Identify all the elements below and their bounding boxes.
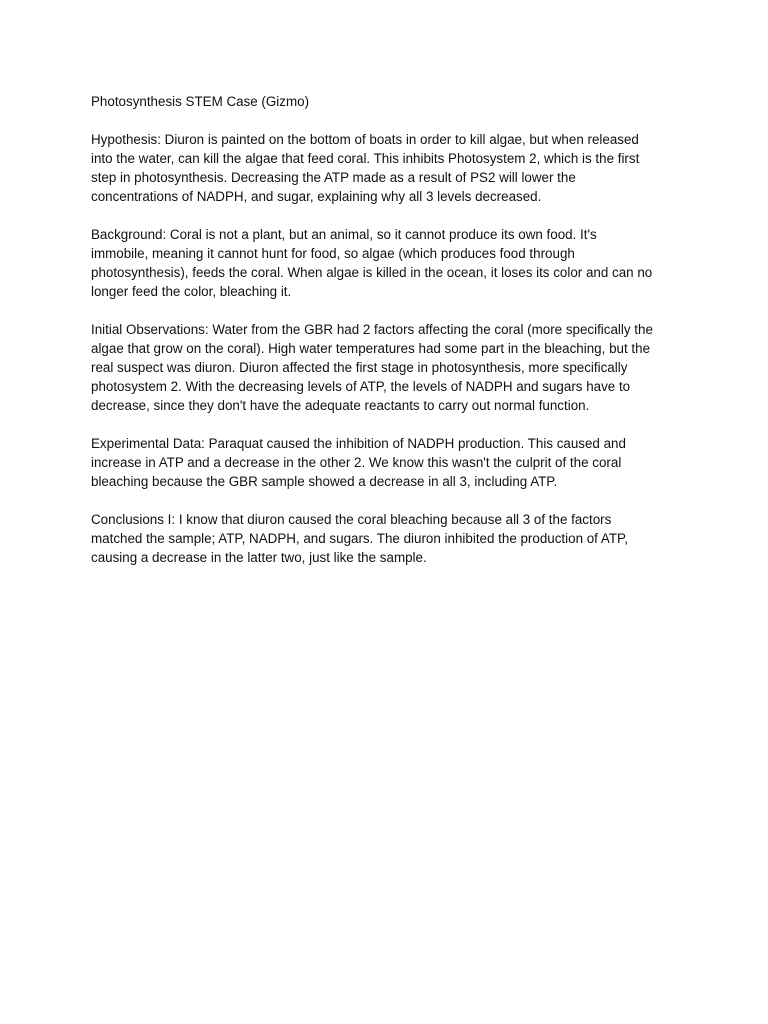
paragraph-line: immobile, meaning it cannot hunt for food, so algae (which produces food through xyxy=(91,246,575,261)
paragraph-line: photosystem 2. With the decreasing levels of ATP, the levels of NADPH and sugars have to xyxy=(91,379,631,394)
paragraph-experimental-data xyxy=(91,434,691,491)
paragraph-line: bleaching because the GBR sample showed a decrease in all 3, including ATP. xyxy=(91,474,558,489)
paragraph-line: Conclusions I: I know that diuron caused the coral bleaching because all 3 of the factors xyxy=(91,512,612,527)
paragraph-line: step in photosynthesis. Decreasing the ATP made as a result of PS2 will lower the xyxy=(91,170,576,185)
paragraph-line: increase in ATP and a decrease in the other 2. We know this wasn't the culprit of the coral xyxy=(91,455,622,470)
paragraph-line: algae that grow on the coral). High water temperatures had some part in the bleaching, but the xyxy=(91,341,651,356)
document-title: Photosynthesis STEM Case (Gizmo) xyxy=(91,94,310,109)
paragraph-conclusions xyxy=(91,510,691,567)
paragraph-line: decrease, since they don't have the adequate reactants to carry out normal function. xyxy=(91,398,590,413)
paragraph-line: into the water, can kill the algae that feed coral. This inhibits Photosystem 2, which is the first xyxy=(91,151,640,166)
paragraph-line: Background: Coral is not a plant, but an animal, so it cannot produce its own food. It's xyxy=(91,227,597,242)
paragraph-line: matched the sample; ATP, NADPH, and sugars. The diuron inhibited the production of ATP, xyxy=(91,531,628,546)
paragraph-hypothesis xyxy=(91,130,691,206)
paragraph-line: concentrations of NADPH, and sugar, explaining why all 3 levels decreased. xyxy=(91,189,542,204)
paragraph-line: real suspect was diuron. Diuron affected the first stage in photosynthesis, more specifically xyxy=(91,360,628,375)
paragraph-line: Initial Observations: Water from the GBR had 2 factors affecting the coral (more specifically the xyxy=(91,322,653,337)
paragraph-background xyxy=(91,225,691,301)
paragraph-line: causing a decrease in the latter two, just like the sample. xyxy=(91,550,427,565)
paragraph-line: photosynthesis), feeds the coral. When algae is killed in the ocean, it loses its color and can no xyxy=(91,265,653,280)
paragraph-line: longer feed the color, bleaching it. xyxy=(91,284,292,299)
document-body xyxy=(91,92,691,586)
paragraph-list xyxy=(91,130,691,567)
paragraph-initial-observations xyxy=(91,320,691,415)
paragraph-line: Experimental Data: Paraquat caused the inhibition of NADPH production. This caused and xyxy=(91,436,626,451)
paragraph-line: Hypothesis: Diuron is painted on the bottom of boats in order to kill algae, but when released xyxy=(91,132,639,147)
